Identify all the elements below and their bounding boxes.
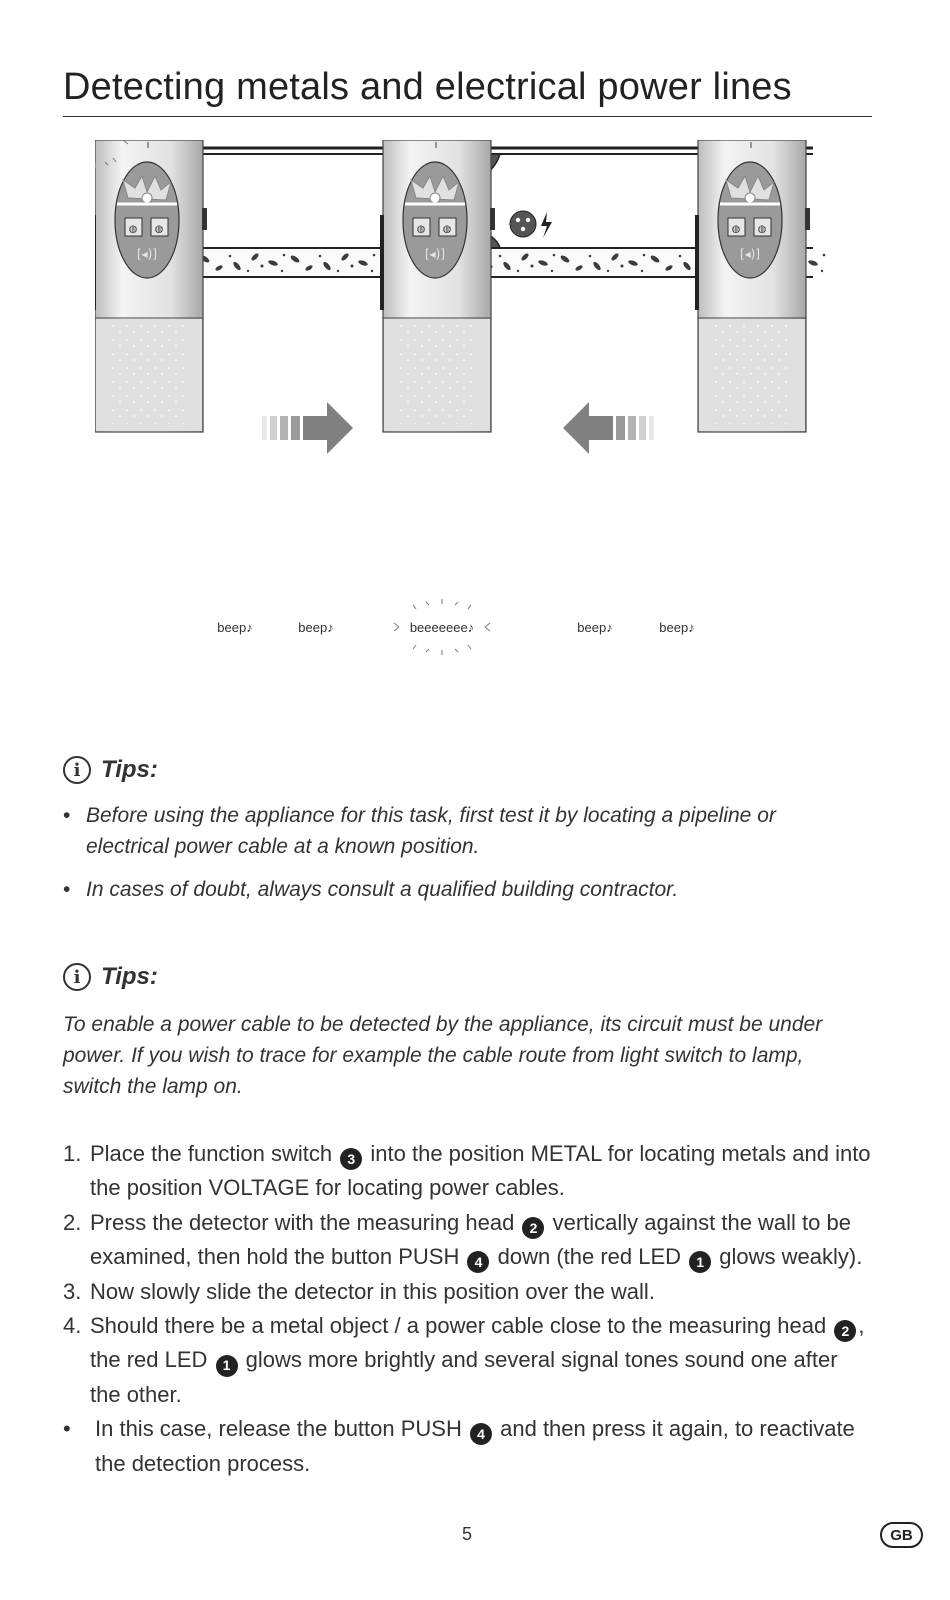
step-text: Now slowly slide the detector in this position over the wall.	[90, 1278, 655, 1304]
tips-bullet-list	[63, 800, 863, 917]
step-number: 1.	[63, 1141, 82, 1166]
step-1	[63, 1137, 873, 1206]
detector-illustration	[95, 140, 830, 670]
step-number: 3.	[63, 1278, 82, 1304]
tips-heading-1	[63, 756, 158, 784]
step-text: Should there be a metal object / a power cable close to the measuring head	[90, 1313, 827, 1339]
language-badge: GB	[880, 1522, 923, 1548]
step-bullet: •	[63, 1416, 71, 1442]
callout-number: 1	[216, 1355, 238, 1377]
callout-number: 1	[689, 1251, 711, 1273]
step-number: 2.	[63, 1209, 82, 1235]
step-text: Place the function switch	[90, 1141, 333, 1166]
step-2	[63, 1206, 873, 1275]
step-text: In this case, release the button PUSH	[95, 1416, 462, 1442]
step-text: down (the red LED	[497, 1244, 682, 1270]
info-icon: i	[63, 756, 91, 784]
slide-right-arrow	[262, 402, 353, 454]
callout-number: 2	[834, 1320, 856, 1342]
tip-paragraph: To enable a power cable to be detected by the appliance, its circuit must be under power. If you wish to trace for example the cable route from light switch to lamp, switch the lamp on.	[63, 1013, 823, 1098]
callout-number: 2	[522, 1217, 544, 1239]
step-note	[63, 1412, 873, 1481]
svg-text:[◂)]: [◂)]	[136, 247, 158, 261]
step-text: and then press it again, to reactivate the detection process.	[95, 1416, 855, 1476]
page-title: Detecting metals and electrical power lines	[63, 66, 792, 108]
step-text: , the red LED	[90, 1313, 865, 1373]
beep-label-long: beeeeeee♪	[409, 620, 475, 635]
step-text: glows more brightly and several signal tones sound one after the other.	[90, 1347, 838, 1407]
beep-label-3: beep♪	[577, 620, 613, 635]
power-cable-symbol	[510, 211, 552, 238]
tips-label: Tips:	[101, 963, 158, 990]
step-number: 4.	[63, 1313, 82, 1339]
step-text: into the position METAL for locating metals and into the position VOLTAGE for locating power cables.	[90, 1141, 871, 1201]
step-text: vertically against the wall to be examined, then hold the button PUSH	[90, 1209, 851, 1270]
tips-heading-2	[63, 963, 158, 991]
step-text: glows weakly).	[719, 1244, 863, 1270]
title-rule	[63, 116, 872, 117]
tips-label: Tips:	[101, 756, 158, 783]
callout-number: 3	[340, 1148, 362, 1170]
step-3	[63, 1275, 873, 1309]
beep-label-4: beep♪	[659, 620, 695, 635]
svg-text:◍: ◍	[154, 224, 164, 235]
tip-bullet: • In cases of doubt, always consult a qualified building contractor.	[63, 874, 863, 905]
beep-label-2: beep♪	[298, 620, 334, 635]
callout-number: 4	[467, 1251, 489, 1273]
instruction-steps	[63, 1137, 873, 1481]
tip-bullet: • Before using the appliance for this task, first test it by locating a pipeline or electrical power cable at a known position.	[63, 800, 863, 862]
info-icon: i	[63, 963, 91, 991]
step-text: Press the detector with the measuring head	[90, 1209, 515, 1235]
beep-label-1: beep♪	[217, 620, 253, 635]
slide-left-arrow	[563, 402, 654, 454]
svg-text:◍: ◍	[128, 224, 138, 235]
page-number: 5	[461, 1524, 472, 1544]
callout-number: 4	[470, 1423, 492, 1445]
step-4	[63, 1309, 873, 1412]
